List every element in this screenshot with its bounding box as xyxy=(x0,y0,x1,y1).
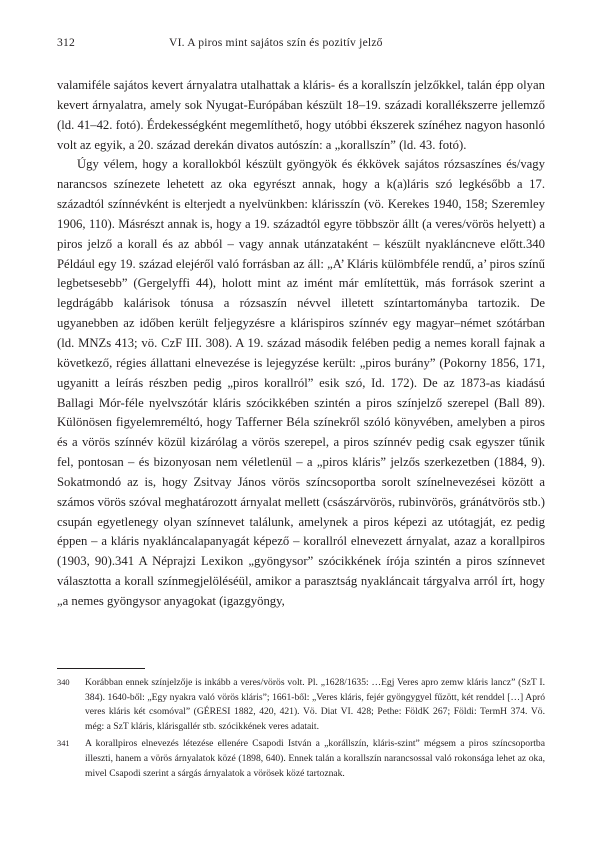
main-text xyxy=(57,76,545,612)
footnote-number: 340 xyxy=(57,678,70,687)
paragraph-2: Úgy vélem, hogy a korallokból készült gyöngyök és ékkövek sajátos rózsaszínes és/vagy narancsos színezete lehetett az oka egyrészt annak, hogy a k(a)láris szó legkésőbb a 17. századtól színnévként is elterjedt a nyelvünkben: klárisszín (vö. Kerekes 1940, 158; Szeremley 1906, 110). Másrészt annak is, hogy a 19. századtól egyre többször állt (a veres/vörös helyett) a piros jelző a korall és az abból – vagy annak utánzataként – készült nyakláncneve előtt.340 Például egy 19. század elejéről való forrásban az áll: „A’ Kláris külömbféle rendű, a’ piros színű legbetsesebb” (Gergelyffi 44), holott mint az imént már említettük, más források szerint a legdrágább kalárisok tónusa a rózsaszín névvel illetett színtartományba tartozik. De ugyanebben az időben került feljegyzésre a klárispiros színnév egy magyar–német szótárban (ld. MNZs 413; vö. CzF III. 308). A 19. század második felében pedig a nemes korall fajnak a következő, régies állattani elnevezése is lejegyzése került: „piros burány” (Pokorny 1856, 171, ugyanitt a leírás részben pedig „piros korallról” esik szó, Id. 172). De az 1873-as kiadású Ballagi Mór-féle nyelvszótár kláris szócikkében szintén a piros színjelző szerepel (Ball 89). Különösen figyelemreméltó, hogy Tafferner Béla színekről szóló könyvében, amelyben a piros és a vörös színnév közül kizárólag a vörös szerepel, a piros színnév pedig csak egyszer tűnik fel, pontosan – és bizonyosan nem véletlenül – a „piros kláris” jelzős szerkezetben (1884, 9). Sokatmondó az is, hogy Zsitvay János vörös színcsoportba sorolt színelnevezései között a számos vörös szóval meghatározott árnyalat mellett (császárvörös, rubinvörös, gránátvörös stb.) csupán egyetlenegy olyan színnevet találunk, amelynek a piros képezi az utótagját, ez pedig éppen – a kláris nyakláncalapanyagát képező – korallról elnevezett árnyalat, azaz a korallpiros (1903, 90).341 A Néprajzi Lexikon „gyöngysor” szócikkének írója szintén a piros színnevet választotta a korall színmegjelöléséül, amikor a parasztság nyakláncait tárgyalva arról írt, hogy „a nemes gyöngysor anyagokat (igazgyöngy, xyxy=(57,157,545,608)
page-number: 312 xyxy=(57,36,75,49)
footnote-340 xyxy=(57,676,545,734)
footnotes xyxy=(57,676,545,784)
paragraph-1: valamiféle sajátos kevert árnyalatra utalhattak a kláris- és a korallszín jelzőkkel, talán épp olyan kevert árnyalatra, amely sok Nyugat-Európában készült 18–19. századi korallékszerre jellemző (ld. 41–42. fotó). Érdekességként megemlíthető, hogy utóbbi ékszerek színéhez nagyon hasonló volt az egyik, a 20. század derekán divatos autószín: a „korallszín” (ld. 43. fotó). xyxy=(57,78,545,152)
footnote-341 xyxy=(57,737,545,781)
footnote-number: 341 xyxy=(57,739,70,749)
footnote-divider xyxy=(57,668,145,669)
footnote-text: A korallpiros elnevezés létezése ellenére Csapodi István a „korállszín, kláris-szint” mégsem a piros színcsoportba illeszti, hanem a vörös árnyalatok közé (1898, 640). Ennek talán a korallszín narancsossal való rokonsága lehet az oka, mivel Csapodi szerint a sárgás árnyalatok a vörösek közé tartoznak. xyxy=(85,738,545,779)
footnote-text: Korábban ennek színjelzője is inkább a veres/vörös volt. Pl. „1628/1635: …Egj Veres apro zemw kláris lancz” (SzT I. 384). 1640-ből: „Egy nyakra való vörös kláris”; 1661-ből: „Veres kláris, fejér gyöngygyel fűzött, két renddel […] Apró veres kláris két csomóval” (GÉRESI 1882, 420, 421). Vö. Diat VI. 428; Pethe: FöldK 267; Földi: TermH 374. Vö. még: a SzT kláris, klárisgallér stb. szócikkének veres adatait. xyxy=(85,677,545,732)
page-header xyxy=(57,36,545,49)
running-title: VI. A piros mint sajátos szín és pozitív jelző xyxy=(169,36,383,49)
